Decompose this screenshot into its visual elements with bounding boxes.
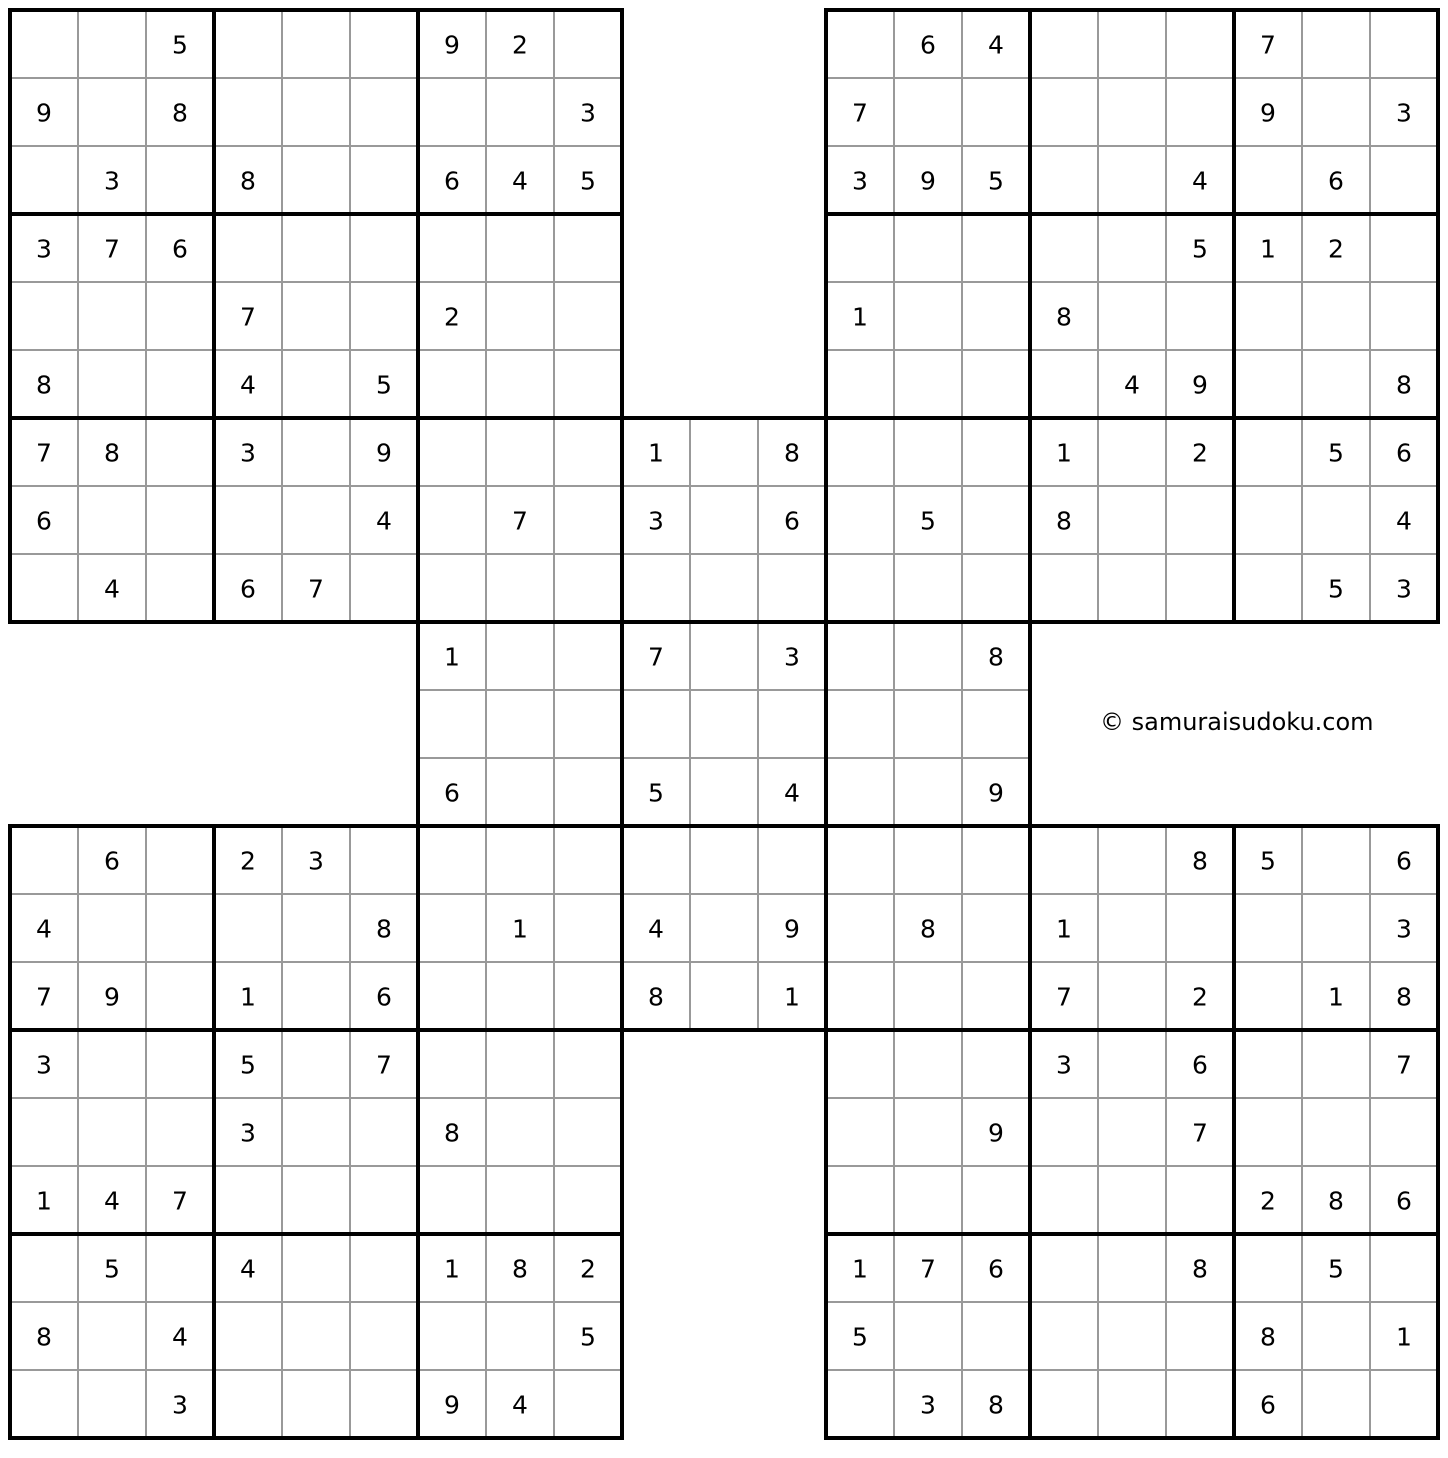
cell-digit: 4 (988, 30, 1004, 60)
cell-digit: 1 (648, 438, 664, 468)
cell-digit: 6 (1396, 846, 1412, 876)
cell-digit: 4 (648, 914, 664, 944)
cell-digit: 9 (988, 1118, 1004, 1148)
cell-digit: 9 (1192, 370, 1208, 400)
cell-digit: 5 (1192, 234, 1208, 264)
cell-digit: 2 (444, 302, 460, 332)
cell-digit: 4 (512, 166, 528, 196)
cell-digit: 2 (580, 1254, 596, 1284)
cell-digit: 8 (240, 166, 256, 196)
cell-digit: 9 (1260, 98, 1276, 128)
cell-digit: 1 (1260, 234, 1276, 264)
cell-digit: 6 (988, 1254, 1004, 1284)
cell-digit: 8 (512, 1254, 528, 1284)
cell-digit: 5 (1328, 438, 1344, 468)
cell-digit: 8 (1192, 1254, 1208, 1284)
cell-digit: 6 (1192, 1050, 1208, 1080)
cell-digit: 6 (1260, 1390, 1276, 1420)
cell-digit: 6 (172, 234, 188, 264)
cell-digit: 8 (1328, 1186, 1344, 1216)
cell-digit: 8 (920, 914, 936, 944)
cell-digit: 7 (512, 506, 528, 536)
cell-digit: 5 (172, 30, 188, 60)
cell-digit: 8 (444, 1118, 460, 1148)
cell-digit: 8 (1056, 302, 1072, 332)
cell-digit: 8 (376, 914, 392, 944)
cell-digit: 4 (1396, 506, 1412, 536)
cell-digit: 1 (36, 1186, 52, 1216)
cell-digit: 7 (1056, 982, 1072, 1012)
cell-digit: 6 (444, 166, 460, 196)
cell-digit: 1 (444, 1254, 460, 1284)
cell-digit: 7 (36, 438, 52, 468)
cell-digit: 4 (104, 574, 120, 604)
cell-digit: 2 (1192, 982, 1208, 1012)
cell-digit: 7 (920, 1254, 936, 1284)
cell-digit: 7 (1396, 1050, 1412, 1080)
cell-digit: 9 (444, 1390, 460, 1420)
cell-digit: 3 (308, 846, 324, 876)
cell-digit: 7 (104, 234, 120, 264)
cell-digit: 2 (1192, 438, 1208, 468)
cell-digit: 5 (580, 1322, 596, 1352)
cell-digit: 5 (648, 778, 664, 808)
cell-digit: 7 (648, 642, 664, 672)
cell-digit: 8 (648, 982, 664, 1012)
cell-digit: 4 (1124, 370, 1140, 400)
cell-digit: 7 (1260, 30, 1276, 60)
cell-digit: 1 (1396, 1322, 1412, 1352)
cell-digit: 9 (920, 166, 936, 196)
cell-digit: 6 (104, 846, 120, 876)
cell-digit: 5 (920, 506, 936, 536)
cell-digit: 8 (1260, 1322, 1276, 1352)
cell-digit: 5 (852, 1322, 868, 1352)
cell-digit: 3 (1396, 914, 1412, 944)
cell-digit: 4 (512, 1390, 528, 1420)
cell-digit: 6 (1396, 1186, 1412, 1216)
cell-digit: 1 (512, 914, 528, 944)
cell-digit: 5 (988, 166, 1004, 196)
cell-digit: 3 (240, 1118, 256, 1148)
cell-digit: 5 (240, 1050, 256, 1080)
cell-digit: 1 (1328, 982, 1344, 1012)
cell-digit: 3 (36, 234, 52, 264)
cell-digit: 5 (1328, 574, 1344, 604)
cell-digit: 1 (1056, 914, 1072, 944)
cell-digit: 5 (580, 166, 596, 196)
cell-digit: 6 (1396, 438, 1412, 468)
cell-digit: 8 (988, 1390, 1004, 1420)
cell-digit: 4 (240, 1254, 256, 1284)
cell-digit: 3 (1396, 574, 1412, 604)
cell-digit: 9 (988, 778, 1004, 808)
cell-digit: 7 (36, 982, 52, 1012)
cell-digit: 7 (172, 1186, 188, 1216)
cell-digit: 7 (1192, 1118, 1208, 1148)
cell-digit: 7 (308, 574, 324, 604)
cell-digit: 7 (240, 302, 256, 332)
cell-digit: 1 (852, 302, 868, 332)
cell-digit: 3 (240, 438, 256, 468)
cell-digit: 6 (240, 574, 256, 604)
cell-digit: 3 (784, 642, 800, 672)
cell-digit: 3 (36, 1050, 52, 1080)
cell-digit: 3 (172, 1390, 188, 1420)
cell-digit: 7 (852, 98, 868, 128)
cell-digit: 6 (376, 982, 392, 1012)
cell-digit: 9 (104, 982, 120, 1012)
cell-digit: 4 (784, 778, 800, 808)
cell-digit: 3 (920, 1390, 936, 1420)
cell-digit: 8 (1192, 846, 1208, 876)
cell-digit: 2 (1328, 234, 1344, 264)
cell-digit: 8 (1396, 982, 1412, 1012)
cell-digit: 8 (172, 98, 188, 128)
cell-digit: 4 (376, 506, 392, 536)
cell-digit: 8 (1056, 506, 1072, 536)
cell-digit: 6 (1328, 166, 1344, 196)
cell-digit: 2 (1260, 1186, 1276, 1216)
cell-digit: 5 (104, 1254, 120, 1284)
cell-digit: 3 (1056, 1050, 1072, 1080)
cell-digit: 9 (36, 98, 52, 128)
cell-digit: 3 (580, 98, 596, 128)
cell-digit: 3 (104, 166, 120, 196)
cell-digit: 4 (240, 370, 256, 400)
cell-digit: 8 (36, 370, 52, 400)
cell-digit: 8 (36, 1322, 52, 1352)
cell-digit: 6 (444, 778, 460, 808)
cell-digit: 8 (784, 438, 800, 468)
cell-digit: 3 (852, 166, 868, 196)
cell-digit: 6 (920, 30, 936, 60)
cell-digit: 1 (444, 642, 460, 672)
cell-digit: 1 (240, 982, 256, 1012)
cell-digit: 5 (376, 370, 392, 400)
cell-digit: 1 (852, 1254, 868, 1284)
cell-digit: 3 (648, 506, 664, 536)
cell-digit: 4 (172, 1322, 188, 1352)
cell-digit: 7 (376, 1050, 392, 1080)
cell-digit: 4 (104, 1186, 120, 1216)
cell-digit: 5 (1328, 1254, 1344, 1284)
cell-digit: 9 (444, 30, 460, 60)
cell-digit: 9 (376, 438, 392, 468)
cell-digit: 2 (240, 846, 256, 876)
cell-digit: 6 (36, 506, 52, 536)
cell-digit: 4 (36, 914, 52, 944)
cell-digit: 1 (784, 982, 800, 1012)
cell-digit: 4 (1192, 166, 1208, 196)
cell-digit: 5 (1260, 846, 1276, 876)
cell-digit: 8 (988, 642, 1004, 672)
cell-digit: 3 (1396, 98, 1412, 128)
cell-digit: 1 (1056, 438, 1072, 468)
cell-digit: 6 (784, 506, 800, 536)
copyright-text: © samuraisudoku.com (1100, 708, 1374, 736)
cell-digit: 8 (1396, 370, 1412, 400)
cell-digit: 9 (784, 914, 800, 944)
cell-digit: 8 (104, 438, 120, 468)
cell-digit: 2 (512, 30, 528, 60)
